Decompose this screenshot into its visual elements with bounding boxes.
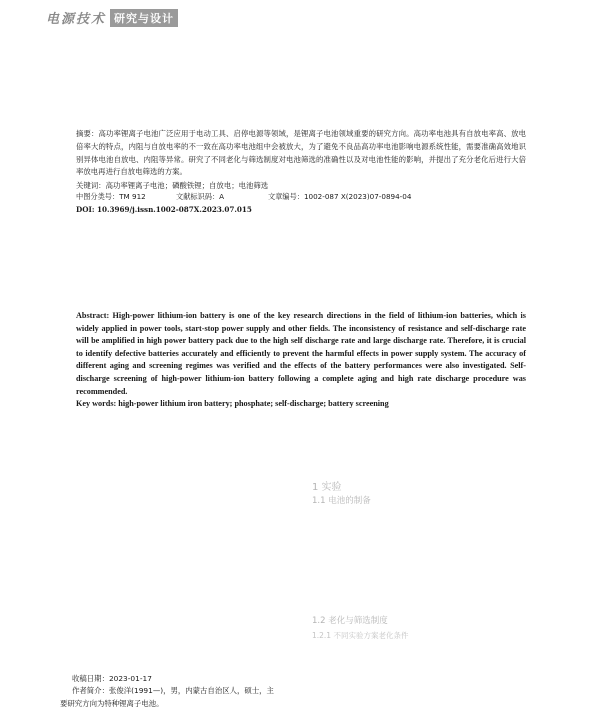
chinese-abstract-block	[76, 128, 526, 179]
journal-name: 电源技术	[46, 12, 107, 27]
subsection-heading: 1.2 老化与筛选制度	[312, 616, 388, 626]
chinese-keywords: 关键词：高功率锂离子电池；磷酸铁锂；自放电；电池筛选	[76, 181, 269, 190]
document-code: 文献标识码：A	[176, 192, 225, 201]
chinese-abstract: 摘要：高功率锂离子电池广泛应用于电动工具、启停电源等领域，是锂离子电池领域重要的研究方向。高功率电池具有自放电率高、放电倍率大的特点，内阻与自放电率的不一致在高功率电池组中会被放大，为了避免不良品高功率电池影响电源系统性能，需要准确高效地识别异体电池自放电、内阻等异常。研究了不同老化与筛选制度对电池筛选的准确性以及对电池性能的影响，并提出了充分老化后进行大倍率放电再进行自放电筛选的方案。	[76, 129, 526, 177]
english-abstract-block	[76, 310, 526, 411]
author-info: 作者简介：张俊洋(1991—)，男，内蒙古自治区人，硕士，主	[72, 686, 274, 696]
subsubsection-heading: 1.2.1 不同实验方案老化条件	[312, 631, 409, 640]
running-header	[46, 8, 178, 27]
footnotes	[60, 673, 320, 710]
article-number: 文章编号：1002-087 X(2023)07-0894-04	[268, 192, 412, 201]
doi: DOI: 10.3969/j.issn.1002-087X.2023.07.015	[76, 205, 252, 214]
chinese-keywords-block	[76, 180, 526, 193]
clc-number: 中图分类号：TM 912	[76, 192, 146, 201]
english-abstract: Abstract: High-power lithium-ion battery is one of the key research directions in the field of lithium-ion batteries, which is widely applied in power tools, start-stop power supply and other fields. The inconsistency of resistance and self-discharge rate will be amplified in high power battery pack due to the high self discharge rate and large discharge rate. Therefore, it is crucial to identify defective batteries accurately and efficiently to prevent the harmful effects in power supply system. The accuracy of different aging and screening regimes was verified and the effects of the battery performances were also investigated. Self-discharge screening of high-power lithium-ion battery following a complete aging and high rate discharge procedure was recommended.	[76, 311, 526, 396]
section-heading: 1 实验	[312, 482, 342, 493]
classification-row	[76, 192, 411, 202]
subsection-heading: 1.1 电池的制备	[312, 496, 371, 506]
english-keywords: Key words: high-power lithium iron battery; phosphate; self-discharge; battery screening	[76, 399, 389, 409]
section-tag: 研究与设计	[110, 9, 178, 27]
author-info-continued: 要研究方向为特种锂离子电池。	[60, 698, 164, 708]
received-date: 收稿日期：2023-01-17	[72, 674, 152, 683]
